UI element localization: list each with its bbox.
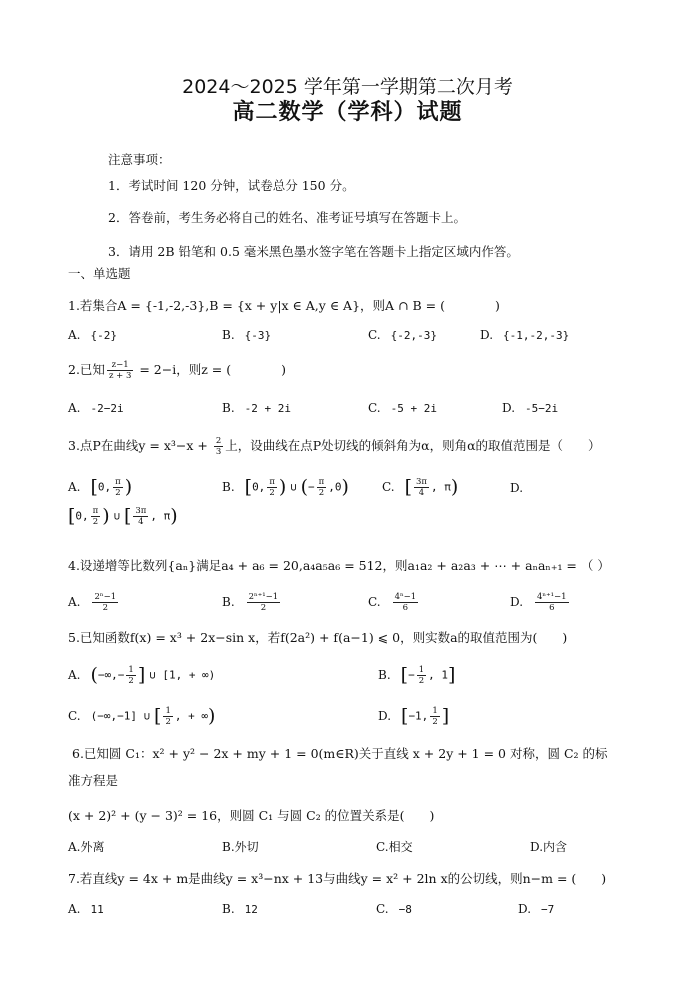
question-3-option-a: A. [0, $\frac{\pi}{2}$ ) bbox=[68, 476, 133, 498]
question-4-option-a: A. $\frac{\text{2ⁿ−1}}{2}$ bbox=[68, 592, 117, 613]
fraction: $\frac{2}{3}$ bbox=[215, 436, 222, 457]
question-1-option-d: D. {-1,-2,-3} bbox=[480, 328, 570, 342]
question-4-stem: 4.设递增等比数列{aₙ}满足a₄ + a₆ = 20,a₄a₅a₆ = 512，则a₁a₂ + a₂a₃ + ⋯ + aₙaₙ₊₁ = （ ） bbox=[68, 558, 610, 573]
question-1-stem: 1.若集合A = {-1,-2,-3},B = {x + y|x ∈ A,y ∈ A}，则A ∩ B = ( ) bbox=[68, 298, 500, 313]
question-2-stem: 2.已知 $\frac{z-1}{z + 3}$ = 2−i，则z = ( ) bbox=[68, 360, 286, 381]
question-2-option-c: C. -5 + 2i bbox=[368, 401, 437, 415]
question-6-option-a: A.外离 bbox=[68, 840, 105, 854]
notice-item-3: 3．请用 2B 铅笔和 0.5 毫米黑色墨水签字笔在答题卡上指定区域内作答。 bbox=[108, 244, 519, 259]
question-5-option-a: A. (−∞,− $\frac{1}{2}$ ] ∪ [1, + ∞) bbox=[68, 664, 216, 686]
question-6-stem-line2: 准方程是 bbox=[68, 773, 119, 788]
question-7-option-c: C. −8 bbox=[376, 902, 412, 916]
question-6-option-d: D.内含 bbox=[530, 840, 568, 854]
question-5-option-c: C. (−∞,−1] ∪ [ $\frac{1}{2}$ , + ∞) bbox=[68, 705, 216, 727]
question-2-option-d: D. -5−2i bbox=[502, 401, 559, 415]
question-7-option-a: A. 11 bbox=[68, 902, 104, 916]
question-6-option-b: B.外切 bbox=[222, 840, 259, 854]
question-5-option-d: D. [−1, $\frac{1}{2}$ ] bbox=[378, 705, 450, 727]
notice-item-1: 1．考试时间 120 分钟，试卷总分 150 分。 bbox=[108, 178, 355, 193]
option-label: A. bbox=[68, 328, 81, 342]
question-6-stem-line1: 6.已知圆 C₁：x² + y² − 2x + my + 1 = 0(m∈R)关于直线 x + 2y + 1 = 0 对称，圆 C₂ 的标 bbox=[72, 746, 608, 761]
notice-heading: 注意事项： bbox=[108, 152, 171, 167]
question-6-stem-line3: (x + 2)² + (y − 3)² = 16，则圆 C₁ 与圆 C₂ 的位置关系是( ) bbox=[68, 808, 435, 823]
fraction: $\frac{z-1}{z + 3}$ bbox=[108, 360, 132, 381]
question-3-option-d: [0, $\frac{\pi}{2}$ ) ∪ [ $\frac{3\pi}{4}$ , π) bbox=[68, 505, 178, 527]
question-4-option-d: D. $\frac{\text{4ⁿ⁺¹−1}}{6}$ bbox=[510, 592, 567, 613]
question-7-option-d: D. −7 bbox=[518, 902, 555, 916]
section-title: 一、单选题 bbox=[68, 266, 131, 281]
exam-title-line1: 2024～2025 学年第一学期第二次月考 bbox=[182, 76, 513, 98]
question-3-option-c: C. [ $\frac{3\pi}{4}$ , π) bbox=[382, 476, 459, 498]
question-4-option-b: B. $\frac{\text{2ⁿ⁺¹−1}}{2}$ bbox=[222, 592, 279, 613]
notice-item-2: 2．答卷前，考生务必将自己的姓名、准考证号填写在答题卡上。 bbox=[108, 210, 466, 225]
question-3-option-d-label: D. bbox=[510, 481, 524, 495]
question-3-stem: 3.点P在曲线y = x³−x + $\frac{2}{3}$ 上，设曲线在点P处切线的倾斜角为α，则角α的取值范围是（ ） bbox=[68, 436, 601, 457]
question-3-option-b: B. [0, $\frac{\pi}{2}$ ) ∪ (− $\frac{\pi}{2}$ ,0) bbox=[222, 476, 349, 498]
question-2-option-b: B. -2 + 2i bbox=[222, 401, 291, 415]
question-7-option-b: B. 12 bbox=[222, 902, 258, 916]
question-6-option-c: C.相交 bbox=[376, 840, 413, 854]
question-4-option-c: C. $\frac{\text{4ⁿ−1}}{6}$ bbox=[368, 592, 417, 613]
question-2-option-a: A. -2−2i bbox=[68, 401, 124, 415]
question-1-option-b: B. {-3} bbox=[222, 328, 272, 342]
question-1-option-c: C. {-2,-3} bbox=[368, 328, 437, 342]
question-5-option-b: B. [− $\frac{1}{2}$ , 1] bbox=[378, 664, 456, 686]
question-7-stem: 7.若直线y = 4x + m是曲线y = x³−nx + 13与曲线y = x² + 2ln x的公切线，则n−m = ( ) bbox=[68, 871, 607, 886]
exam-title-line2: 高二数学（学科）试题 bbox=[232, 100, 463, 125]
question-1-option-a: A. {-2} bbox=[68, 328, 117, 342]
question-5-stem: 5.已知函数f(x) = x³ + 2x−sin x，若f(2a²) + f(a−1) ⩽ 0，则实数a的取值范围为( ) bbox=[68, 630, 568, 645]
